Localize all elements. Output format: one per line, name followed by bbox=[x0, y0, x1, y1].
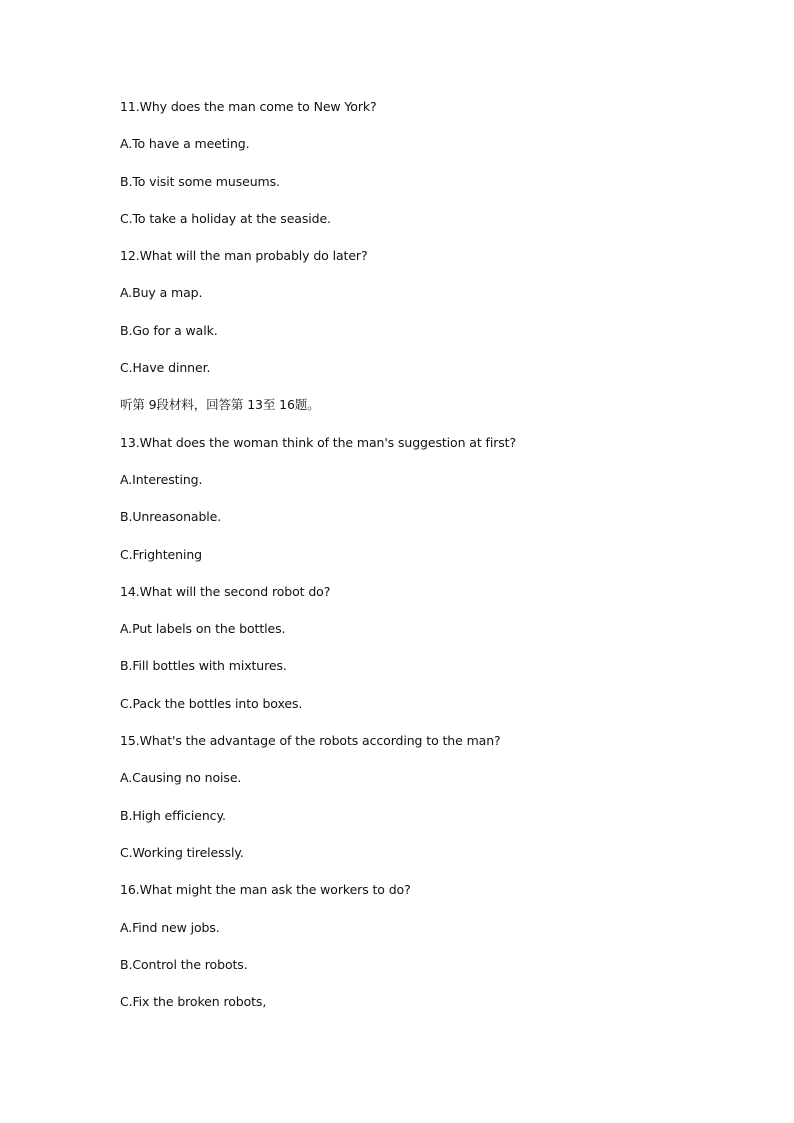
option-16a: A.Find new jobs. bbox=[120, 919, 220, 935]
option-12a: A.Buy a map. bbox=[120, 285, 203, 301]
option-12c: C.Have dinner. bbox=[120, 360, 211, 376]
question-13: 13.What does the woman think of the man's suggestion at first? bbox=[120, 434, 516, 450]
option-11b: B.To visit some museums. bbox=[120, 173, 280, 189]
option-11c: C.To take a holiday at the seaside. bbox=[120, 210, 331, 226]
question-16: 16.What might the man ask the workers to do? bbox=[120, 882, 411, 898]
option-11a: A.To have a meeting. bbox=[120, 136, 250, 152]
question-11: 11.Why does the man come to New York? bbox=[120, 99, 377, 114]
question-15: 15.What's the advantage of the robots according to the man? bbox=[120, 733, 501, 749]
option-13b: B.Unreasonable. bbox=[120, 509, 222, 525]
option-15b: B.High efficiency. bbox=[120, 807, 226, 823]
question-14: 14.What will the second robot do? bbox=[120, 583, 331, 599]
option-14a: A.Put labels on the bottles. bbox=[120, 621, 286, 637]
option-15c: C.Working tirelessly. bbox=[120, 844, 244, 860]
option-14b: B.Fill bottles with mixtures. bbox=[120, 658, 287, 674]
option-15a: A.Causing no noise. bbox=[120, 770, 242, 786]
option-14c: C.Pack the bottles into boxes. bbox=[120, 695, 303, 711]
option-12b: B.Go for a walk. bbox=[120, 322, 218, 338]
question-12: 12.What will the man probably do later? bbox=[120, 248, 368, 264]
document-page bbox=[120, 98, 740, 1030]
option-13c: C.Frightening bbox=[120, 546, 202, 562]
option-16b: B.Control the robots. bbox=[120, 956, 248, 972]
option-16c: C.Fix the broken robots, bbox=[120, 994, 267, 1010]
section-instruction: 听第 9段材料，回答第 13至 16题。 bbox=[120, 397, 320, 413]
option-13a: A.Interesting. bbox=[120, 471, 203, 487]
